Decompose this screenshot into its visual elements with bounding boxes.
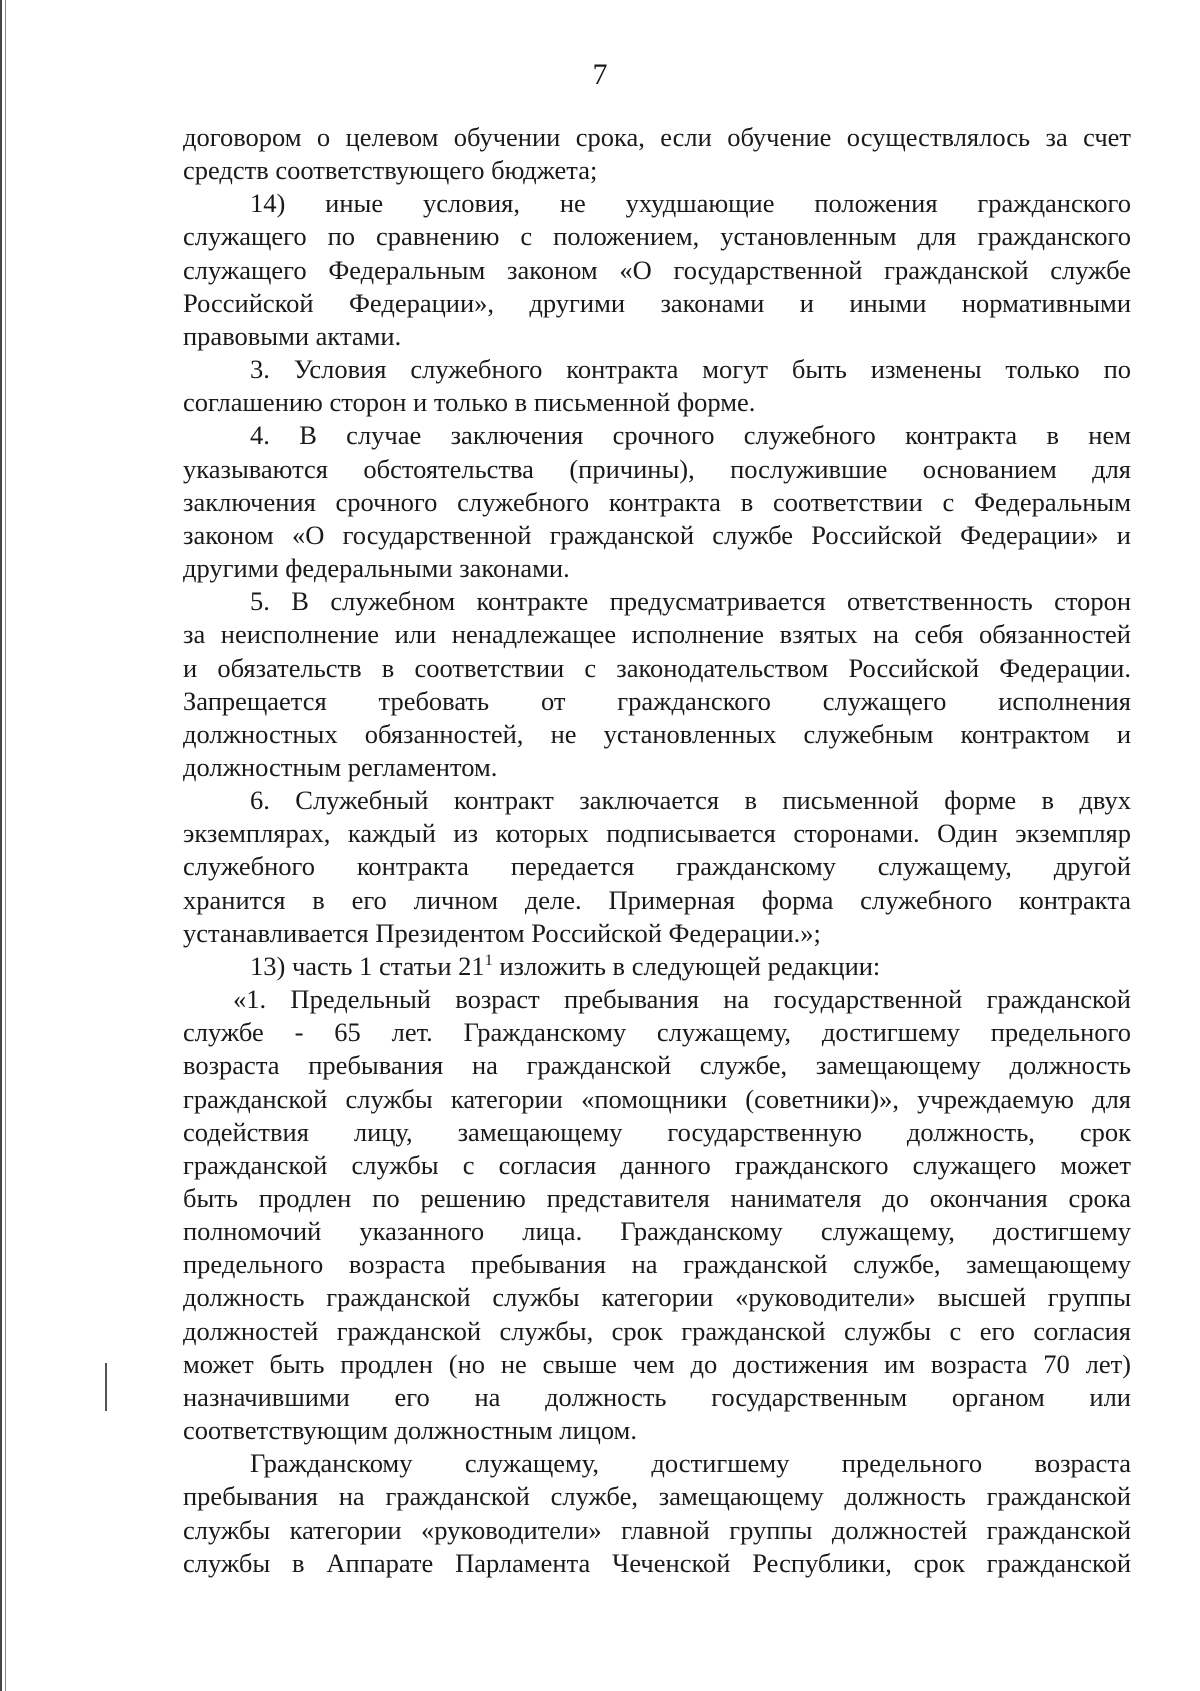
text-line: Российской Федерации», другими законами и иными нормативными [183, 287, 1131, 318]
text-line: служащего Федеральным законом «О государственной гражданской службе [183, 254, 1131, 285]
text-line: 4. В случае заключения срочного служебного контракта в нем [250, 420, 1131, 451]
text-line: правовыми актами. [183, 320, 402, 351]
margin-mark [105, 1363, 107, 1411]
text-line: должностей гражданской службы, срок гражданской службы с его согласия [183, 1315, 1131, 1346]
text-line: должностным регламентом. [183, 751, 498, 782]
paragraph-quoted-1 [183, 1248, 1131, 1281]
text-line: хранится в его личном деле. Примерная форма служебного контракта [183, 884, 1131, 915]
paragraph-quoted-1 [183, 1149, 1131, 1182]
paragraph-item-13 [183, 950, 1131, 983]
text-line: за неисполнение или ненадлежащее исполнение взятых на себя обязанностей [183, 619, 1131, 650]
paragraph-quoted-1 [183, 1281, 1131, 1314]
paragraph-5 [183, 751, 1131, 784]
page-number: 7 [592, 58, 608, 91]
text-line: пребывания на гражданской службе, замещающему должность гражданской [183, 1481, 1131, 1512]
text-line: предельного возраста пребывания на гражданской службе, замещающему [183, 1249, 1131, 1280]
paragraph-item-14 [183, 254, 1131, 287]
paragraph-continuation-end [183, 154, 1131, 187]
text-line: службе - 65 лет. Гражданскому служащему, достигшему предельного [183, 1017, 1131, 1048]
paragraph-4 [183, 419, 1131, 452]
text-line: 14) иные условия, не ухудшающие положения гражданского [250, 188, 1131, 219]
text-line: заключения срочного служебного контракта в соответствии с Федеральным [183, 486, 1131, 517]
text-fragment: 13) часть 1 статьи 21 [250, 950, 485, 981]
text-line: возраста пребывания на гражданской службе, замещающему должность [183, 1050, 1131, 1081]
paragraph-quoted-2 [183, 1547, 1131, 1580]
paragraph-quoted-1 [183, 983, 1131, 1016]
paragraph-quoted-1 [183, 1016, 1131, 1049]
paragraph-6 [183, 817, 1131, 850]
text-line: 3. Условия служебного контракта могут быть изменены только по [250, 354, 1131, 385]
text-line: средств соответствующего бюджета; [183, 155, 598, 186]
paragraph-6 [183, 850, 1131, 883]
text-line: договором о целевом обучении срока, если обучение осуществлялось за счет [183, 122, 1131, 152]
text-line: Запрещается требовать от гражданского служащего исполнения [183, 685, 1131, 716]
text-line: другими федеральными законами. [183, 553, 570, 584]
text-line: службы в Аппарате Парламента Чеченской Республики, срок гражданской [183, 1547, 1131, 1578]
text-line: гражданской службы категории «помощники (советники)», учреждаемую для [183, 1083, 1131, 1114]
text-line: и обязательств в соответствии с законодательством Российской Федерации. [183, 652, 1131, 683]
paragraph-quoted-1 [183, 1049, 1131, 1082]
paragraph-5 [183, 685, 1131, 718]
text-line: быть продлен по решению представителя нанимателя до окончания срока [183, 1183, 1131, 1213]
paragraph-4 [183, 552, 1131, 585]
paragraph-quoted-1 [183, 1315, 1131, 1348]
paragraph-quoted-2 [183, 1514, 1131, 1547]
paragraph-continuation [183, 121, 1131, 154]
text-line: служащего по сравнению с положением, установленным для гражданского [183, 221, 1131, 252]
text-line: 5. В служебном контракте предусматривается ответственность сторон [250, 586, 1131, 617]
text-line: «1. Предельный возраст пребывания на государственной гражданской [233, 984, 1131, 1015]
paragraph-6 [183, 917, 1131, 950]
paragraph-5 [183, 718, 1131, 751]
scan-edge [0, 0, 6, 1691]
text-line: может быть продлен (но не свыше чем до достижения им возраста 70 лет) [183, 1348, 1131, 1379]
paragraph-quoted-1 [183, 1414, 1131, 1447]
paragraph-item-14 [183, 220, 1131, 253]
paragraph-quoted-1 [183, 1182, 1131, 1215]
text-line: назначившими его на должность государственным органом или [183, 1381, 1131, 1412]
text-line: содействия лицу, замещающему государственную должность, срок [183, 1116, 1131, 1147]
text-line: гражданской службы с согласия данного гражданского служащего может [183, 1149, 1131, 1180]
paragraph-5 [183, 585, 1131, 618]
document-body [183, 121, 1131, 1580]
paragraph-quoted-1 [183, 1215, 1131, 1248]
text-line: соглашению сторон и только в письменной форме. [183, 387, 756, 418]
text-line: Гражданскому служащему, достигшему предельного возраста [250, 1448, 1131, 1479]
text-line: указываются обстоятельства (причины), послужившие основанием для [183, 453, 1131, 484]
text-line: законом «О государственной гражданской службе Российской Федерации» и [183, 519, 1131, 550]
text-line: соответствующим должностным лицом. [183, 1415, 637, 1446]
paragraph-quoted-2 [183, 1447, 1131, 1480]
paragraph-4 [183, 486, 1131, 519]
text-line: 6. Служебный контракт заключается в письменной форме в двух [250, 785, 1131, 816]
text-line: служебного контракта передается гражданскому служащему, другой [183, 851, 1131, 882]
paragraph-4 [183, 453, 1131, 486]
paragraph-quoted-1 [183, 1116, 1131, 1149]
paragraph-3 [183, 353, 1131, 386]
superscript: 1 [484, 951, 493, 969]
text-line: должность гражданской службы категории «руководители» высшей группы [183, 1282, 1131, 1313]
text-line: службы категории «руководители» главной группы должностей гражданской [183, 1514, 1131, 1545]
text-line: экземплярах, каждый из которых подписывается сторонами. Один экземпляр [183, 818, 1131, 849]
paragraph-5 [183, 618, 1131, 651]
paragraph-quoted-1 [183, 1381, 1131, 1414]
paragraph-quoted-2 [183, 1480, 1131, 1513]
paragraph-item-14 [183, 287, 1131, 320]
paragraph-5 [183, 652, 1131, 685]
paragraph-3 [183, 386, 1131, 419]
paragraph-quoted-1 [183, 1083, 1131, 1116]
text-line: должностных обязанностей, не установленных служебным контрактом и [183, 718, 1131, 749]
text-fragment: изложить в следующей редакции: [492, 950, 881, 981]
paragraph-6 [183, 784, 1131, 817]
text-line: полномочий указанного лица. Гражданскому служащему, достигшему [183, 1216, 1131, 1247]
paragraph-4 [183, 519, 1131, 552]
paragraph-quoted-1 [183, 1348, 1131, 1381]
paragraph-6 [183, 884, 1131, 917]
paragraph-item-14 [183, 320, 1131, 353]
paragraph-item-14 [183, 187, 1131, 220]
text-line: устанавливается Президентом Российской Федерации.»; [183, 917, 821, 948]
